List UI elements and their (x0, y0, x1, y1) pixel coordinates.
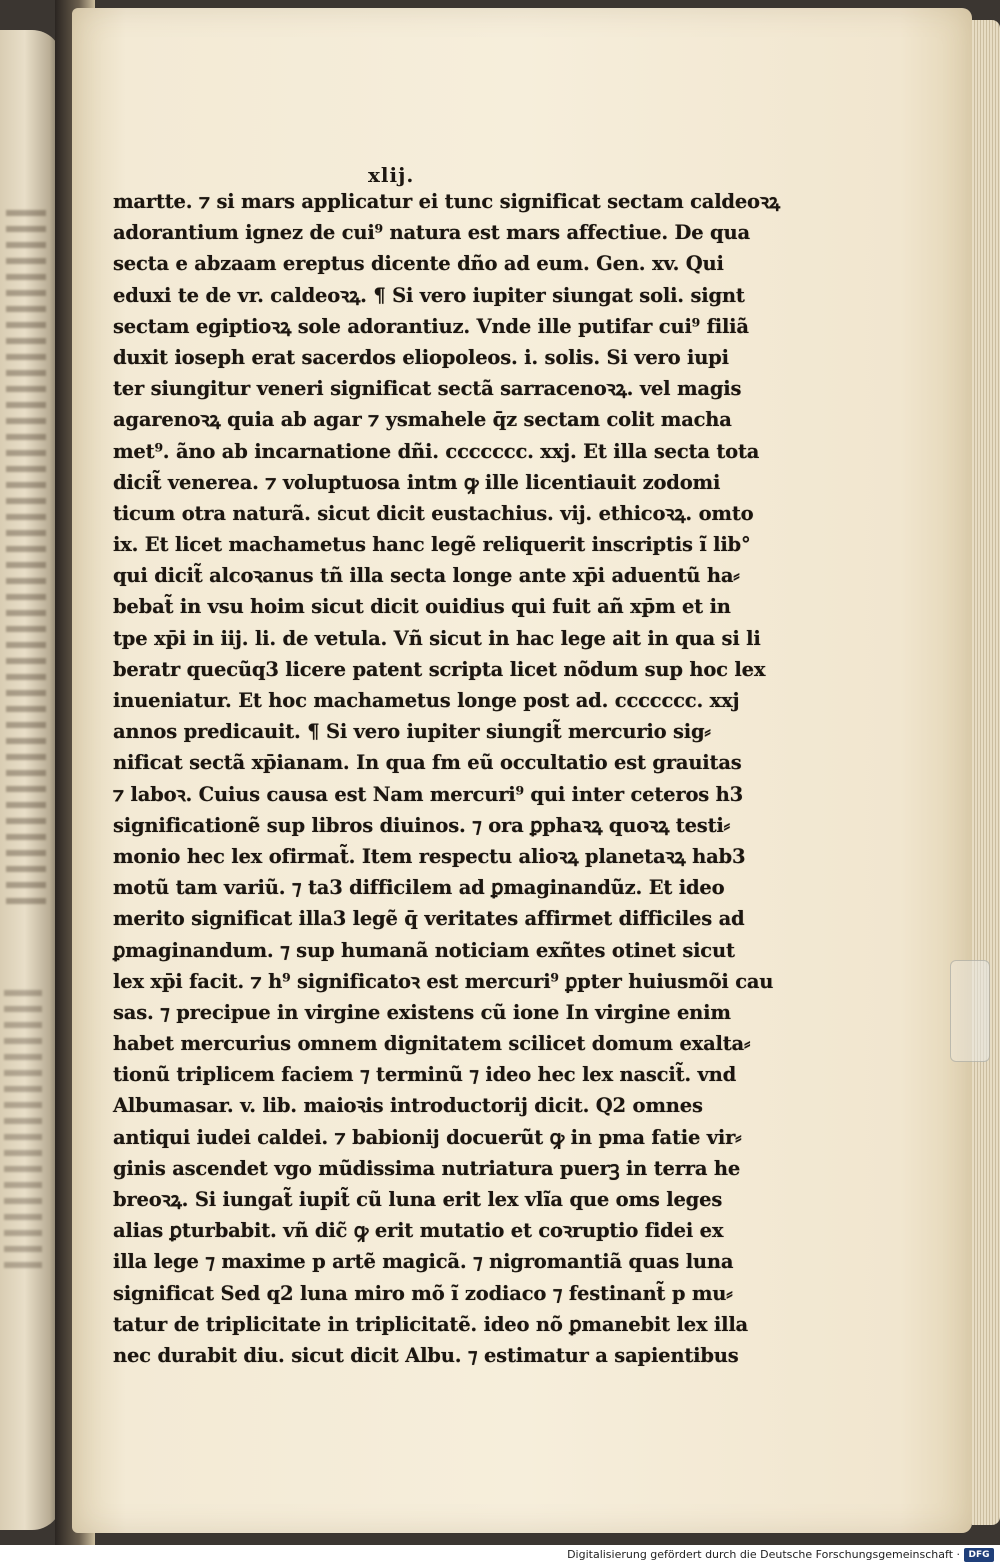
text-line: ticum otra naturã. sicut dicit eustachius. vij. ethicoꝛꝝ. omto (113, 501, 754, 525)
facing-page-fragment (0, 30, 62, 1530)
text-line: ter siungitur veneri significat sectã sarracenoꝛꝝ. vel magis (113, 377, 742, 401)
dfg-logo: DFG (964, 1548, 994, 1562)
text-line: agarenoꝛꝝ quia ab agar ⁊ ysmahele q̄z sectam colit macha (113, 408, 732, 432)
text-line: antiqui iudei caldei. ⁊ babionij docuerũt ꝙ in pma fatie vir⸗ (113, 1125, 742, 1149)
clear-page-tab (950, 960, 990, 1062)
facing-page-text-shadow (6, 210, 46, 910)
text-line: martte. ⁊ si mars applicatur ei tunc significat sectam caldeoꝛꝝ (113, 190, 780, 213)
text-line: nec durabit diu. sicut dicit Albu. ⁊ estimatur a sapientibus (113, 1343, 739, 1367)
text-line: dicit̃ venerea. ⁊ voluptuosa intm ꝙ ille licentiauit zodomi (113, 470, 721, 494)
text-line: monio hec lex ofirmat̃. Item respectu alioꝛꝝ planetaꝛꝝ hab3 (113, 844, 746, 868)
page-text-block (113, 186, 780, 1371)
text-line: Albumasar. v. lib. maioꝛis introductorij dicit. Q2 omnes (113, 1094, 703, 1118)
text-line: met⁹. ãno ab incarnatione dñi. ccccccc. xxj. Et illa secta tota (113, 439, 760, 463)
text-line: qui dicit̃ alcoꝛanus tñ illa secta longe ante xp̄i aduentũ ha⸗ (113, 564, 740, 588)
footer-bar (0, 1545, 1000, 1565)
text-line: illa lege ⁊ maxime p artẽ magicã. ⁊ nigromantiã quas luna (113, 1250, 734, 1274)
footer-credit: Digitalisierung gefördert durch die Deutsche Forschungsgemeinschaft · (567, 1548, 960, 1561)
text-line: sas. ⁊ precipue in virgine existens cũ ione In virgine enim (113, 1000, 731, 1024)
text-line: motũ tam variũ. ⁊ ta3 difficilem ad ꝑmaginandũz. Et ideo (113, 876, 725, 900)
text-line: tionũ triplicem faciem ⁊ terminũ ⁊ ideo hec lex nascit̃. vnd (113, 1063, 737, 1087)
folio-number: xlij. (368, 163, 415, 187)
text-line: ix. Et licet machametus hanc legẽ reliquerit inscriptis ĩ lib° (113, 533, 751, 557)
text-line: beratr quecũq3 licere patent scripta licet nõdum sup hoc lex (113, 657, 766, 681)
text-line: tpe xp̄i in iij. li. de vetula. Vñ sicut in hac lege ait in qua si li (113, 626, 761, 650)
text-line: tatur de triplicitate in triplicitatẽ. ideo nõ ꝑmanebit lex illa (113, 1312, 748, 1336)
text-line: significat Sed q2 luna miro mõ ĩ zodiaco ⁊ festinant̃ p mu⸗ (113, 1281, 733, 1305)
text-line: breoꝛꝝ. Si iungat̃ iupit̃ cũ luna erit lex vlĩa que oms leges (113, 1188, 723, 1211)
text-line: eduxi te de vr. caldeoꝛꝝ. ¶ Si vero iupiter siungat soli. signt (113, 283, 745, 307)
facing-page-text-shadow-lower (4, 990, 42, 1270)
text-line: annos predicauit. ¶ Si vero iupiter siungit̃ mercurio sig⸗ (113, 720, 711, 744)
text-line: adorantium ignez de cui⁹ natura est mars affectiue. De qua (113, 221, 750, 245)
text-line: bebat̃ in vsu hoim sicut dicit ouidius qui fuit añ xp̄m et in (113, 595, 731, 619)
text-line: ꝑmaginandum. ⁊ sup humanã noticiam exñtes otinet sicut (113, 938, 735, 962)
text-line: duxit ioseph erat sacerdos eliopoleos. i. solis. Si vero iupi (113, 345, 729, 369)
text-line: alias ꝑturbabit. vñ dic̃ ꝙ erit mutatio et coꝛruptio fidei ex (113, 1219, 724, 1243)
page-stack-edge (972, 20, 1000, 1525)
text-line: inueniatur. Et hoc machametus longe post ad. ccccccc. xxj (113, 689, 740, 712)
text-line: nificat sectã xp̄ianam. In qua fm eũ occultatio est grauitas (113, 751, 742, 775)
text-line: lex xp̄i facit. ⁊ h⁹ significatoꝛ est mercuri⁹ ꝑpter huiusmõi cau (113, 969, 774, 993)
text-line: habet mercurius omnem dignitatem scilicet domum exalta⸗ (113, 1032, 751, 1056)
text-line: secta e abzaam ereptus dicente dño ad eum. Gen. xv. Qui (113, 252, 724, 276)
text-line: significationẽ sup libros diuinos. ⁊ ora ꝑphaꝛꝝ quoꝛꝝ testi⸗ (113, 813, 730, 837)
text-line: merito significat illa3 legẽ q̄ veritates affirmet difficiles ad (113, 907, 745, 931)
text-line: ginis ascendet vgo mũdissima nutriatura puerꝫ in terra he (113, 1156, 741, 1180)
text-line: ⁊ laboꝛ. Cuius causa est Nam mercuri⁹ qui inter ceteros h3 (113, 782, 743, 806)
text-line: sectam egiptioꝛꝝ sole adorantiuz. Vnde ille putifar cui⁹ filiã (113, 314, 749, 338)
